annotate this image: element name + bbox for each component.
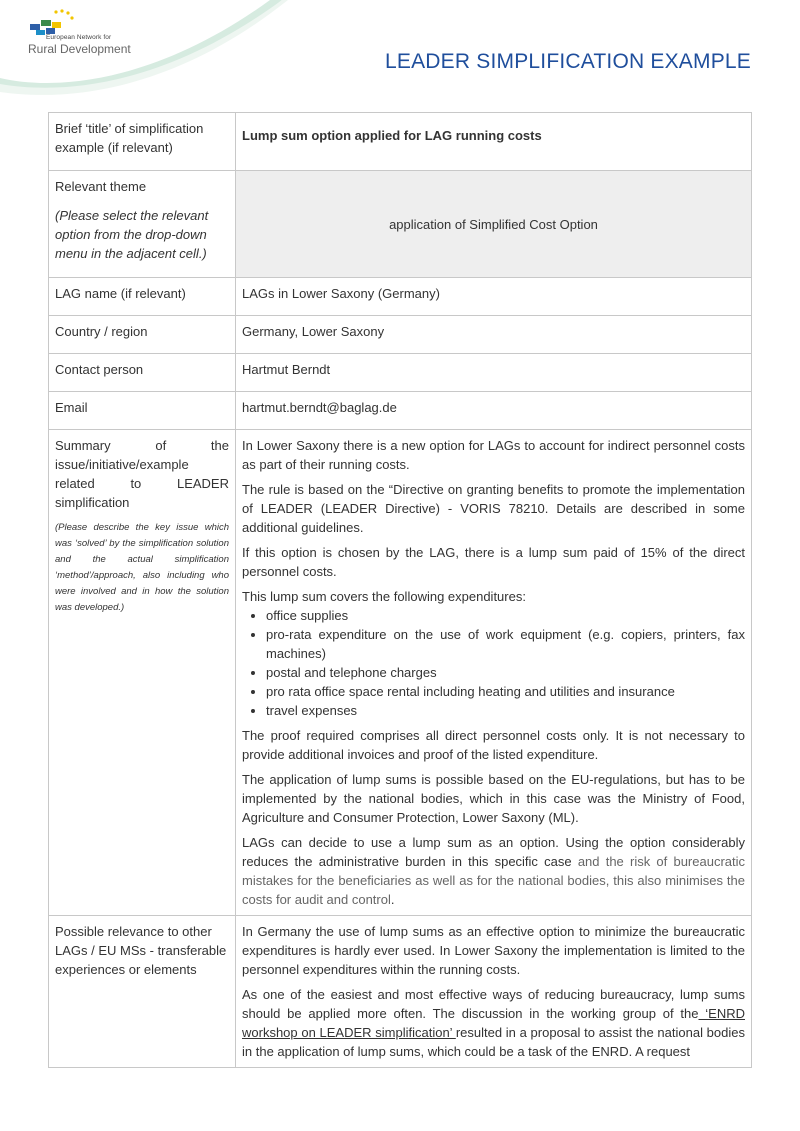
list-item: • pro rata office space rental including heating and utilities and insurance [266,682,745,701]
lag-value: LAGs in Lower Saxony (Germany) [236,278,752,316]
lag-row [49,278,752,316]
contact-row [49,354,752,392]
email-label: Email [49,392,236,430]
eu-stars-icon [26,8,76,36]
summary-row [49,430,752,916]
relevance-content [236,916,752,1068]
summary-text-grey: and the risk of bureaucratic mistakes for the beneficiaries as well as for the national bodies, this also minimises the costs for audit and control [242,854,745,907]
title-value: Lump sum option applied for LAG running costs [236,113,752,171]
enrd-logo [0,0,300,95]
expenditure-list [242,606,745,720]
country-label: Country / region [49,316,236,354]
country-row [49,316,752,354]
theme-label-cell [49,171,236,278]
theme-row [49,171,752,278]
title-label: Brief ‘title’ of simplification example (if relevant) [49,113,236,171]
relevance-row [49,916,752,1068]
summary-text: LAGs can decide to use a lump sum as an option. Using the option considerably reduces the administrative burden in this specific case [242,835,745,869]
summary-paragraph: The rule is based on the “Directive on granting benefits to promote the implementation of LEADER (LEADER Directive) - VORIS 78210. Details are described in some additional guidelines. [242,482,745,535]
title-row [49,113,752,171]
email-row [49,392,752,430]
summary-text-end: . [390,892,395,907]
relevance-paragraph [242,985,745,1061]
enrd-workshop-link[interactable]: ‘ENRD workshop on LEADER simplification’ [242,1006,745,1040]
document-title: LEADER SIMPLIFICATION EXAMPLE [385,50,751,73]
relevance-text-end: resulted in a proposal to assist the national bodies in the application of lump sums, which could be a task of the ENRD. A request [242,1025,745,1059]
summary-paragraph: This lump sum covers the following expenditures: [242,589,526,604]
summary-paragraph: The proof required comprises all direct personnel costs only. It is not necessary to provide additional invoices and proof of the listed expenditure. [242,728,745,762]
summary-paragraph: The application of lump sums is possible based on the EU-regulations, but has to be implemented by the national bodies, which in this case was the Ministry of Food, Agriculture and Consumer Protection, Lower Saxony (ML). [242,772,745,825]
summary-paragraph: In Lower Saxony there is a new option for LAGs to account for indirect personnel costs as part of their running costs. [242,438,745,472]
contact-label: Contact person [49,354,236,392]
summary-paragraph: If this option is chosen by the LAG, there is a lump sum paid of 15% of the direct personnel costs. [242,545,745,579]
lag-label: LAG name (if relevant) [49,278,236,316]
example-table [48,112,752,1068]
list-item: • pro-rata expenditure on the use of work equipment (e.g. copiers, printers, fax machines) [266,625,745,663]
relevance-label: Possible relevance to other LAGs / EU MSs - transferable experiences or elements [49,916,236,1068]
relevance-paragraph: In Germany the use of lump sums as an effective option to minimize the bureaucratic expenditures is hardly ever used. In Lower Saxony the implementation is limited to the personnel expenditures within the running costs. [242,924,745,977]
summary-paragraph [242,833,745,909]
summary-content [236,430,752,916]
theme-selected-value: application of Simplified Cost Option [389,216,598,232]
summary-label-cell [49,430,236,916]
logo-subtitle: European Network for [46,34,112,41]
theme-dropdown[interactable] [236,171,752,278]
logo-title: Rural Development [28,42,131,56]
theme-label: Relevant theme [55,179,147,194]
theme-note: (Please select the relevant option from the drop-down menu in the adjacent cell.) [55,208,209,261]
summary-note: (Please describe the key issue which was ‘solved’ by the simplification solution and the actual simplification ‘method’/approach, also including who were involved and in how the solution was developed.) [55,522,229,613]
list-item: • postal and telephone charges [266,663,745,682]
list-item: • office supplies [266,606,745,625]
email-value[interactable]: hartmut.berndt@baglag.de [236,392,752,430]
relevance-text: As one of the easiest and most effective ways of reducing bureaucracy, lump sums should be applied more often. The discussion in the working group of the [242,987,745,1021]
country-value: Germany, Lower Saxony [236,316,752,354]
list-item: • travel expenses [266,701,745,720]
contact-value: Hartmut Berndt [236,354,752,392]
summary-label: Summary of the issue/initiative/example related to LEADER simplification [55,438,229,510]
